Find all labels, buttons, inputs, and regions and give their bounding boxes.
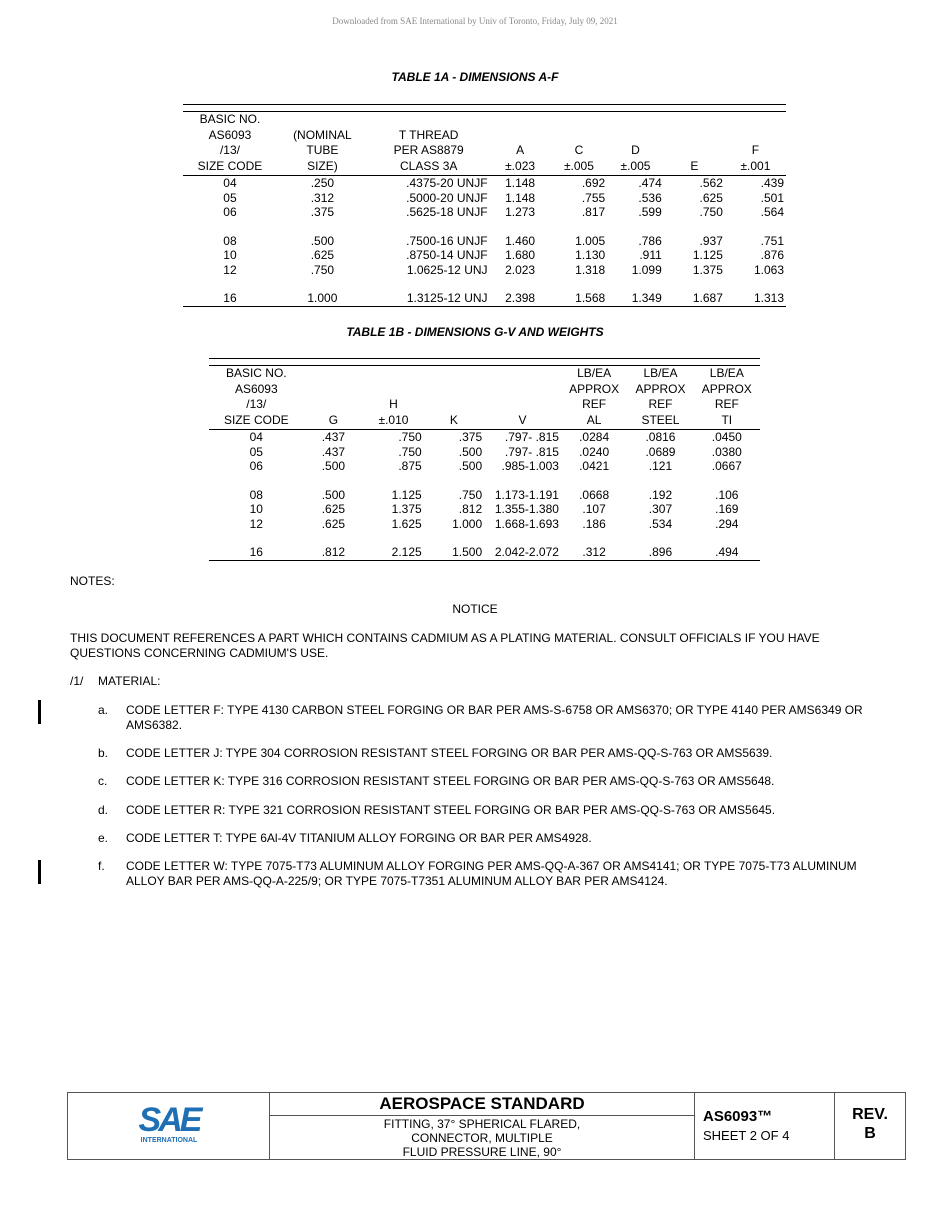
table-cell: 10 — [223, 248, 237, 262]
table-row — [209, 502, 760, 517]
document-number: AS6093™ — [703, 1108, 773, 1125]
table-cell: .307 — [648, 502, 673, 516]
table-cell: 1.349 — [607, 277, 664, 306]
subtitle-line: FLUID PRESSURE LINE, 90° — [402, 1145, 562, 1159]
column-header — [484, 366, 561, 430]
table-cell: 1.500 — [424, 531, 484, 560]
subtitle-line: CONNECTOR, MULTIPLE — [411, 1131, 553, 1145]
table-cell: 06 — [249, 459, 263, 473]
table-1b — [209, 358, 760, 561]
table-cell: .500 — [458, 444, 483, 459]
table-cell: .797- .815 — [504, 430, 559, 444]
table-cell: .625 — [321, 516, 346, 531]
subtitle-line: FITTING, 37° SPHERICAL FLARED, — [383, 1117, 581, 1131]
document-number-cell — [695, 1093, 835, 1159]
table-cell: .751 — [760, 233, 784, 248]
table-cell: .0421 — [579, 459, 610, 473]
header-spacer-cell — [424, 359, 484, 366]
table-cell: .501 — [760, 190, 784, 205]
table-cell: .169 — [715, 502, 739, 516]
table-cell: 1.125 — [692, 248, 723, 262]
notes-label: NOTES: — [70, 574, 115, 588]
header-line: SIZE CODE — [197, 158, 263, 173]
table-cell: .750 — [398, 444, 422, 459]
header-spacer-cell — [304, 359, 364, 366]
table-cell: 2.023 — [505, 262, 536, 277]
item-text: CODE LETTER W: TYPE 7075-T73 ALUMINUM ALLOY FORGING PER AMS-QQ-A-367 OR AMS4141; OR TYPE 7075-T73 ALUMINUM ALLOY BAR PER AMS-QQ-A-225/9; OR TYPE 7075-T7351 ALUMINUM ALLOY BAR PER AMS4124. — [126, 859, 857, 888]
header-spacer-cell — [561, 359, 627, 366]
table-cell: .186 — [582, 516, 606, 531]
material-item-f — [98, 859, 888, 889]
table-cell: .0668 — [579, 487, 610, 502]
table-row — [209, 459, 760, 474]
table-cell: .0689 — [645, 444, 676, 459]
download-notice: Downloaded from SAE International by Univ of Toronto, Friday, July 09, 2021 — [332, 16, 618, 26]
sae-logo — [68, 1093, 270, 1159]
table-cell: .500 — [458, 459, 483, 473]
table-row — [209, 531, 760, 560]
item-letter: e. — [98, 831, 109, 845]
header-line: /13/ — [246, 397, 267, 411]
table-cell: .750 — [310, 262, 335, 277]
logo-letters: SAE — [138, 1101, 200, 1139]
header-line: BASIC NO. — [225, 366, 287, 380]
column-header — [551, 112, 608, 176]
table-cell: 2.125 — [363, 531, 423, 560]
table-cell: .536 — [638, 190, 662, 205]
table-cell: 1.148 — [505, 176, 536, 190]
header-line: T THREAD — [398, 127, 459, 142]
column-header — [368, 112, 490, 176]
table-cell: .875 — [398, 459, 422, 473]
table-cell: .786 — [638, 233, 662, 248]
table-cell: 1.375 — [692, 262, 723, 277]
table-cell: 1.0625-12 UNJ — [406, 262, 488, 277]
header-line: LB/EA — [643, 366, 678, 380]
table-cell: 08 — [223, 233, 237, 248]
material-item-b — [98, 746, 888, 761]
table-row — [183, 205, 786, 220]
material-heading — [70, 674, 160, 688]
table-cell: 1.460 — [505, 233, 536, 248]
revision-cell — [835, 1093, 905, 1159]
table-cell: .812 — [458, 502, 483, 516]
header-spacer-cell — [664, 105, 725, 112]
header-spacer-cell — [725, 105, 786, 112]
title-cell — [270, 1093, 695, 1159]
header-line: K — [449, 412, 458, 427]
title-block — [67, 1092, 906, 1160]
header-spacer-cell — [551, 105, 608, 112]
table-cell: .7500-16 UNJF — [406, 233, 488, 248]
table-1a — [183, 104, 786, 307]
header-line: G — [328, 412, 339, 427]
table-row — [183, 263, 786, 278]
table-cell: .294 — [715, 516, 739, 531]
material-item-e — [98, 831, 888, 846]
header-line: REF — [582, 397, 607, 411]
header-line: SIZE) — [307, 158, 338, 173]
table-header-row — [209, 366, 760, 430]
material-note-number: /1/ — [70, 674, 84, 688]
header-line: REF — [714, 397, 739, 411]
table-cell: 1.375 — [391, 502, 422, 516]
header-line: TI — [721, 412, 733, 427]
table-cell: 1.148 — [505, 190, 536, 205]
header-line: ±.023 — [505, 158, 536, 173]
material-item-d — [98, 803, 888, 818]
table-cell: .312 — [561, 531, 627, 560]
table-cell: .750 — [699, 205, 723, 219]
item-letter: a. — [98, 703, 109, 717]
header-line: AS6093 — [234, 381, 278, 396]
item-text: CODE LETTER F: TYPE 4130 CARBON STEEL FORGING OR BAR PER AMS-S-6758 OR AMS6370; OR TYPE 4140 PER AMS6349 OR AMS6382. — [126, 703, 863, 732]
header-line: /13/ — [219, 143, 240, 157]
header-line: LB/EA — [709, 366, 744, 380]
change-bar — [38, 860, 41, 884]
table-row — [183, 191, 786, 206]
table-cell: 2.042-2.072 — [484, 531, 561, 560]
column-header — [209, 366, 304, 430]
header-line: ±.010 — [378, 412, 409, 427]
table-cell: .312 — [310, 190, 335, 205]
standard-title: AEROSPACE STANDARD — [270, 1093, 694, 1116]
header-spacer-cell — [484, 359, 561, 366]
table-cell: .812 — [304, 531, 364, 560]
table-cell: .750 — [398, 430, 422, 444]
column-header — [363, 366, 423, 430]
table-header-row — [183, 112, 786, 176]
item-letter: b. — [98, 746, 109, 760]
header-line: PER AS8879 — [393, 143, 464, 157]
table-cell: .5000-20 UNJF — [406, 190, 488, 205]
table-cell: 1.125 — [391, 487, 422, 502]
item-text: CODE LETTER J: TYPE 304 CORROSION RESISTANT STEEL FORGING OR BAR PER AMS-QQ-S-763 OR AMS5639. — [126, 746, 773, 760]
table-cell: .755 — [581, 190, 606, 205]
header-line: D — [631, 143, 640, 157]
table-row — [209, 474, 760, 503]
item-letter: d. — [98, 803, 109, 817]
table-cell: .625 — [699, 190, 723, 205]
table-cell: 1.680 — [505, 248, 536, 262]
header-line: AS6093 — [208, 127, 252, 142]
table-cell: 12 — [223, 262, 237, 277]
column-header — [694, 366, 760, 430]
material-item-c — [98, 774, 888, 789]
header-line: F — [751, 143, 760, 157]
header-spacer-cell — [627, 359, 693, 366]
table-cell: .692 — [581, 176, 606, 190]
table-cell: .500 — [310, 233, 335, 248]
header-line: TUBE — [306, 143, 339, 157]
header-spacer-cell — [183, 105, 277, 112]
column-header — [607, 112, 664, 176]
revision — [835, 1105, 905, 1143]
table-cell: .4375-20 UNJF — [406, 176, 488, 190]
table-cell: 1.273 — [505, 205, 536, 219]
table-row — [183, 220, 786, 249]
column-header — [183, 112, 277, 176]
table-cell: 06 — [223, 205, 237, 219]
header-line: E — [690, 158, 699, 173]
notice-title: NOTICE — [452, 602, 498, 616]
table-row — [183, 248, 786, 263]
table-row — [209, 430, 760, 445]
table-cell: .896 — [627, 531, 693, 560]
column-header — [725, 112, 786, 176]
item-text: CODE LETTER K: TYPE 316 CORROSION RESISTANT STEEL FORGING OR BAR PER AMS-QQ-S-763 OR AMS5648. — [126, 774, 775, 788]
header-line: ±.001 — [740, 158, 771, 173]
table-cell: 1.313 — [725, 277, 786, 306]
table-cell: 05 — [223, 190, 237, 205]
header-spacer-cell — [490, 105, 551, 112]
column-header — [490, 112, 551, 176]
table-cell: .625 — [321, 502, 346, 516]
header-line: (NOMINAL — [293, 127, 352, 142]
table-cell: .106 — [715, 487, 739, 502]
table-cell: 16 — [209, 531, 304, 560]
sheet-number: SHEET 2 OF 4 — [703, 1128, 790, 1143]
item-letter: c. — [98, 774, 108, 788]
table-cell: 04 — [249, 430, 263, 444]
notice-text: THIS DOCUMENT REFERENCES A PART WHICH CONTAINS CADMIUM AS A PLATING MATERIAL. CONSULT OFFICIALS IF YOU HAVE QUESTIONS CONCERNING CADMIUM'S USE. — [70, 631, 820, 660]
table-cell: .562 — [699, 176, 723, 190]
header-line: ±.005 — [563, 158, 594, 173]
table-cell: .625 — [310, 248, 335, 262]
table-cell: 1.099 — [631, 262, 662, 277]
table-cell: .8750-14 UNJF — [406, 248, 488, 262]
table-cell: .0450 — [711, 430, 742, 444]
table-cell: 08 — [249, 487, 263, 502]
header-line: ±.005 — [620, 158, 651, 173]
table-cell: 1.568 — [551, 277, 608, 306]
table-cell: 10 — [249, 502, 263, 516]
table-row — [209, 445, 760, 460]
table-cell: .121 — [648, 459, 673, 473]
table-cell: .439 — [760, 176, 784, 190]
table-cell: .911 — [639, 248, 662, 262]
table-cell: .534 — [648, 516, 673, 531]
table-cell: .192 — [648, 487, 673, 502]
table-cell: .0240 — [579, 444, 610, 459]
revision-label: REV. — [852, 1106, 888, 1123]
table-cell: .437 — [321, 430, 346, 444]
table-cell: .250 — [310, 176, 335, 190]
table-cell: .500 — [321, 459, 346, 473]
header-line: APPROX — [701, 381, 752, 396]
table-cell: 05 — [249, 444, 263, 459]
header-line: APPROX — [569, 381, 620, 396]
header-line: AL — [586, 412, 602, 427]
header-line: REF — [648, 397, 673, 411]
table-cell: .375 — [458, 430, 483, 444]
table-cell: .437 — [321, 444, 346, 459]
table-row — [183, 176, 786, 191]
table-cell: 16 — [183, 277, 277, 306]
header-spacer-cell — [368, 105, 490, 112]
change-bar — [38, 700, 41, 724]
column-header — [304, 366, 364, 430]
table-cell: 1.000 — [277, 277, 368, 306]
column-header — [561, 366, 627, 430]
table-cell: 1.625 — [391, 516, 422, 531]
header-line: A — [516, 143, 525, 157]
table-cell: 1.318 — [575, 262, 606, 277]
table-cell: 1.063 — [753, 262, 784, 277]
header-spacer — [183, 105, 786, 112]
table-cell: .500 — [321, 487, 346, 502]
table-cell: 04 — [223, 176, 237, 190]
table-cell: .494 — [694, 531, 760, 560]
column-header — [627, 366, 693, 430]
table-cell: 1.3125-12 UNJ — [368, 277, 490, 306]
table-cell: .474 — [638, 176, 662, 190]
table-cell: 12 — [249, 516, 263, 531]
header-line: C — [574, 143, 584, 157]
table-cell: .750 — [458, 487, 483, 502]
logo-subtext: INTERNATIONAL — [140, 1137, 198, 1144]
item-letter: f. — [98, 859, 105, 873]
column-header — [277, 112, 368, 176]
table-cell: .564 — [760, 205, 784, 219]
table-cell: .817 — [581, 205, 606, 219]
header-line: V — [518, 412, 527, 427]
header-spacer-cell — [277, 105, 368, 112]
table-cell: .797- .815 — [504, 444, 559, 459]
table-cell: .0667 — [711, 459, 742, 473]
table-cell: 1.005 — [575, 233, 606, 248]
table-cell: 1.668-1.693 — [494, 516, 559, 531]
item-text: CODE LETTER T: TYPE 6Al-4V TITANIUM ALLOY FORGING OR BAR PER AMS4928. — [126, 831, 592, 845]
header-spacer — [209, 359, 760, 366]
table-row — [209, 517, 760, 532]
table-cell: .937 — [699, 233, 723, 248]
header-spacer-cell — [363, 359, 423, 366]
material-item-a — [98, 703, 888, 733]
header-line: H — [389, 397, 398, 411]
header-spacer-cell — [607, 105, 664, 112]
table-1b-title: TABLE 1B - DIMENSIONS G-V AND WEIGHTS — [346, 325, 604, 339]
logo-cell — [68, 1093, 270, 1159]
table-cell: .985-1.003 — [501, 459, 559, 473]
standard-subtitle — [270, 1116, 694, 1159]
revision-value: B — [864, 1125, 876, 1142]
header-spacer-cell — [694, 359, 760, 366]
header-line: STEEL — [641, 412, 680, 427]
header-line: BASIC NO. — [199, 112, 261, 126]
header-line: SIZE CODE — [223, 412, 289, 427]
table-cell: 2.398 — [490, 277, 551, 306]
table-cell: .0380 — [711, 444, 742, 459]
table-cell: .0284 — [579, 430, 610, 444]
table-cell: .599 — [638, 205, 662, 219]
table-cell: 1.355-1.380 — [494, 502, 559, 516]
table-cell: 1.687 — [664, 277, 725, 306]
table-cell: .375 — [310, 205, 335, 219]
table-cell: .0816 — [645, 430, 676, 444]
table-cell: 1.130 — [575, 248, 606, 262]
table-cell: 1.000 — [452, 516, 483, 531]
header-spacer-cell — [209, 359, 304, 366]
table-cell: 1.173-1.191 — [494, 487, 559, 502]
item-text: CODE LETTER R: TYPE 321 CORROSION RESISTANT STEEL FORGING OR BAR PER AMS-QQ-S-763 OR AMS5645. — [126, 803, 776, 817]
header-line: LB/EA — [577, 366, 612, 380]
table-cell: .107 — [582, 502, 606, 516]
material-label: MATERIAL: — [98, 674, 161, 688]
table-cell: .876 — [760, 248, 784, 262]
column-header — [424, 366, 484, 430]
table-row — [183, 277, 786, 306]
header-line: CLASS 3A — [400, 158, 458, 173]
table-1a-title: TABLE 1A - DIMENSIONS A-F — [391, 70, 559, 84]
column-header — [664, 112, 725, 176]
header-line: APPROX — [635, 381, 686, 396]
table-cell: .5625-18 UNJF — [406, 205, 488, 219]
